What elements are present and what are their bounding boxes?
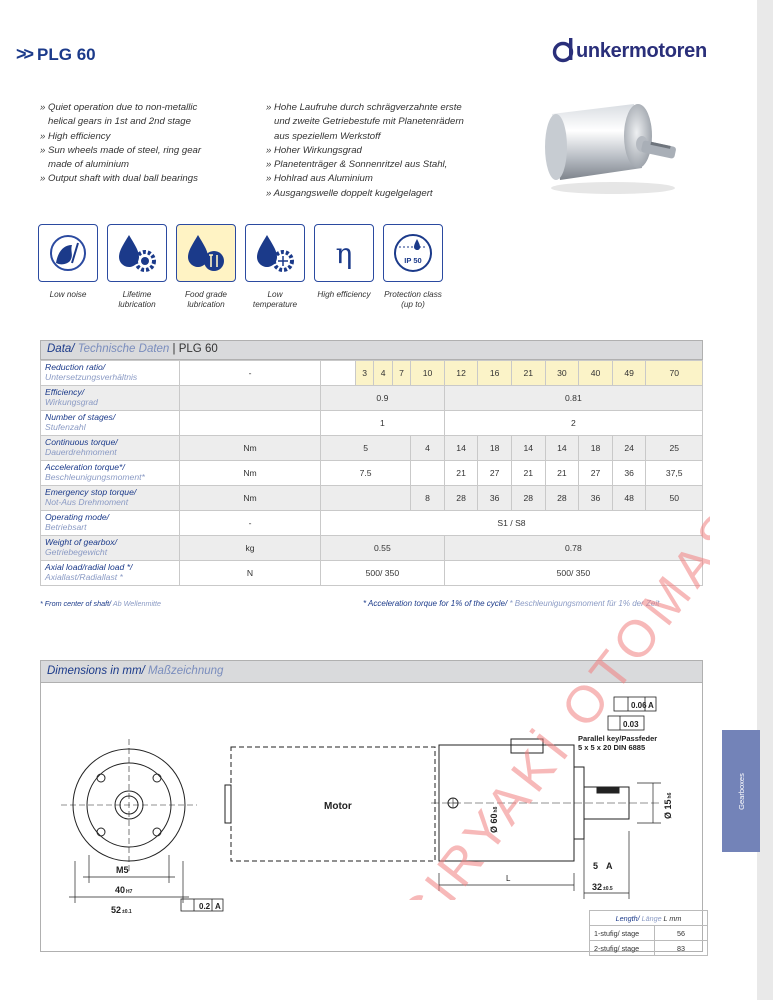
feature-bullet: » Sun wheels made of steel, ring gear: [40, 144, 202, 156]
table-row: Acceleration torque*/ Beschleunigungsmoment* Nm 7.5 21 27 21 21 27 36 37,5: [41, 461, 703, 486]
icon-labels: [38, 290, 443, 310]
icon-label: Low temperature: [252, 290, 298, 309]
motor-label: Motor: [324, 801, 352, 812]
feature-bullet: » Output shaft with dual ball bearings: [40, 173, 198, 185]
feature-bullet: » Hohlrad aus Aluminium: [266, 173, 373, 185]
svg-text:A: A: [215, 902, 221, 911]
lifetime-lubrication-icon: [107, 224, 167, 282]
svg-text:Ø 60h8: Ø 60h8: [489, 806, 499, 833]
table-row: 2-stufig/ stage 83: [590, 941, 708, 956]
icon-label: High efficiency: [317, 290, 371, 299]
technical-data-table: [40, 340, 703, 586]
svg-text:Parallel key/Passfeder: Parallel key/Passfeder: [578, 734, 658, 743]
table-row: 1-stufig/ stage 56: [590, 926, 708, 941]
feature-bullet: aus speziellem Werkstoff: [266, 130, 381, 142]
eta-icon: η: [314, 224, 374, 282]
page-title: [16, 44, 96, 65]
svg-text:Ø 15h6: Ø 15h6: [663, 792, 673, 819]
svg-text:40H7: 40H7: [115, 885, 133, 895]
ip50-icon: [383, 224, 443, 282]
feature-bullet: » Quiet operation due to non-metallic: [40, 102, 198, 113]
table-row: Axial load/radial load */ Axiallast/Radiallast * N 500/ 350 500/ 350: [41, 561, 703, 586]
table-row: Weight of gearbox/ Getriebegewicht kg 0.55 0.78: [41, 536, 703, 561]
chevron-icon: >>: [16, 44, 32, 64]
svg-text:0.06: 0.06: [631, 701, 647, 710]
feature-bullet: helical gears in 1st and 2nd stage: [40, 116, 191, 128]
brand-logo: [552, 38, 707, 64]
svg-text:32±0.5: 32±0.5: [592, 882, 613, 892]
icon-label: Protection class (up to): [384, 290, 442, 309]
table-row: Efficiency/ Wirkungsgrad 0.9 0.81: [41, 386, 703, 411]
icon-label: Lifetime lubrication: [118, 290, 156, 309]
feature-bullet: » Hohe Laufruhe durch schrägverzahnte erste: [266, 102, 462, 113]
feature-bullet: » Hoher Wirkungsgrad: [266, 144, 362, 156]
icon-label: Food grade lubrication: [185, 290, 227, 309]
footnote-right: * Acceleration torque for 1% of the cycle/ * Beschleunigungsmoment für 1% der Zeit: [363, 599, 660, 608]
icon-label: Low noise: [49, 290, 87, 299]
table-title: Data/ Technische Daten | PLG 60: [40, 340, 703, 360]
features-german: [266, 101, 464, 201]
svg-text:M5: M5: [116, 865, 129, 875]
svg-text:0.2: 0.2: [199, 902, 211, 911]
brand-name: unkermotoren: [576, 39, 707, 62]
low-temperature-icon: [245, 224, 305, 282]
gearboxes-section-tab[interactable]: Gearboxes: [722, 730, 760, 852]
feature-bullet: made of aluminium: [40, 159, 130, 171]
table-row: Reduction ratio/ Untersetzungsverhältnis - 3 4 7 10 12 16 21 30 40 49 70: [41, 361, 703, 386]
table-row: Number of stages/ Stufenzahl 1 2: [41, 411, 703, 436]
ip50-badge: IP 50: [404, 255, 422, 265]
table-row: Operating mode/ Betriebsart - S1 / S8: [41, 511, 703, 536]
svg-text:52±0.1: 52±0.1: [111, 905, 132, 915]
svg-text:0.03: 0.03: [623, 720, 639, 729]
svg-text:L: L: [506, 874, 511, 883]
length-table: Length/ Länge L mm 1-stufig/ stage 56 2-stufig/ stage 83: [589, 910, 708, 956]
food-grade-lubrication-icon: [176, 224, 236, 282]
feature-bullet: » Ausgangswelle doppelt kugelgelagert: [266, 187, 433, 199]
feature-icons: [38, 224, 443, 282]
feature-bullet: und zweite Getriebestufe mit Planetenrädern: [266, 116, 464, 128]
gearbox-product-image: [538, 86, 688, 196]
dunker-d-icon: [552, 38, 576, 64]
table-row: Continuous torque/ Dauerdrehmoment Nm 5 4 14 18 14 14 18 24 25: [41, 436, 703, 461]
footnote-left: * From center of shaft/ Ab Wellenmitte: [40, 599, 162, 608]
features-english: [40, 101, 201, 187]
svg-text:A: A: [648, 701, 654, 710]
table-row: Emergency stop torque/ Not-Aus Drehmoment Nm 8 28 36 28 28 36 48 50: [41, 486, 703, 511]
dimension-drawing-panel: [40, 660, 703, 952]
row-label: Reduction ratio/ Untersetzungsverhältnis: [41, 361, 180, 386]
feature-bullet: » Planetenträger & Sonnenritzel aus Stahl,: [266, 159, 448, 171]
svg-text:5 x 5 x 20 DIN 6885: 5 x 5 x 20 DIN 6885: [578, 743, 646, 752]
product-title: PLG 60: [37, 44, 96, 64]
dimensions-title: Dimensions in mm/ Maßzeichnung: [41, 661, 702, 683]
low-noise-icon: [38, 224, 98, 282]
data-grid: [40, 360, 703, 586]
svg-text:5: 5: [593, 861, 599, 871]
feature-bullet: » High efficiency: [40, 130, 111, 142]
svg-text:A: A: [606, 861, 613, 871]
